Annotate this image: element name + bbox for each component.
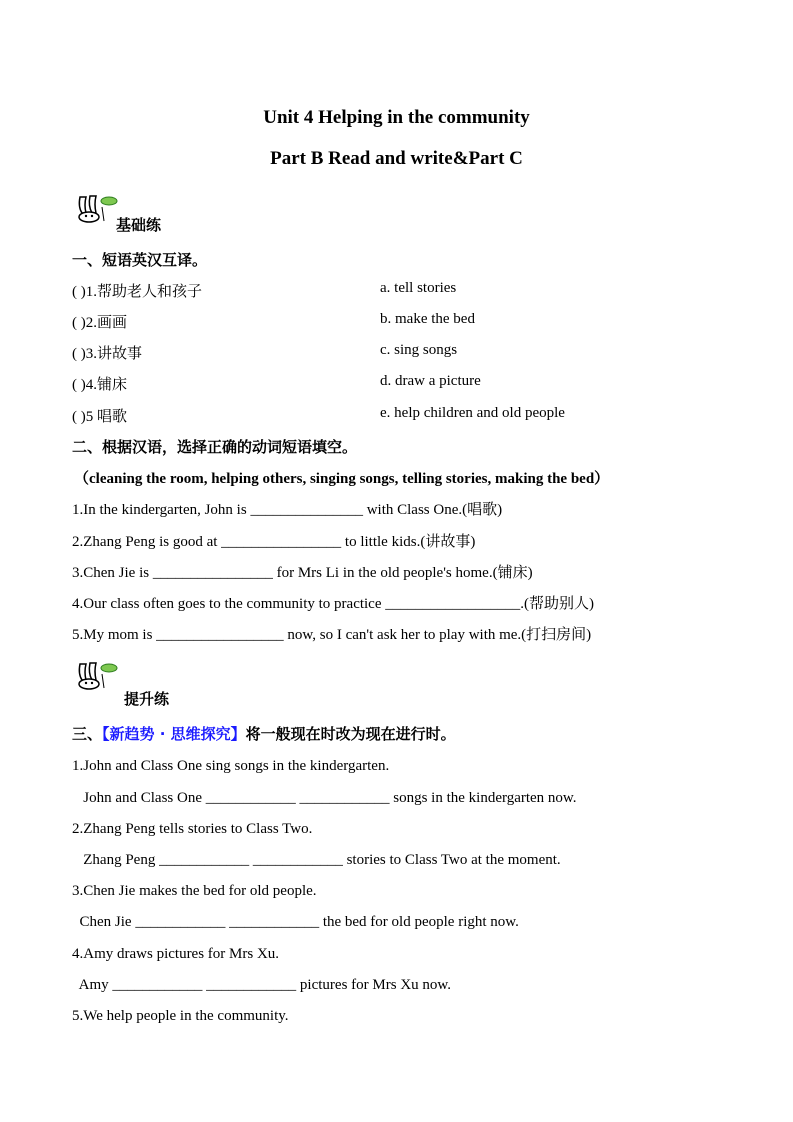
matching-left: ( )1.帮助老人和孩子: [72, 284, 202, 300]
bunny-mascot-icon: [74, 193, 118, 223]
matching-right: c. sing songs: [380, 342, 458, 358]
matching-left: ( )3.讲故事: [72, 346, 142, 362]
fill-item: 5.My mom is _________________ now, so I can't ask her to play with me.(打扫房间): [72, 627, 592, 643]
section-3-prefix: 三、: [72, 725, 103, 743]
rewrite-answer: Amy ____________ ____________ pictures for Mrs Xu now.: [72, 977, 452, 993]
matching-left: ( )5 唱歌: [72, 409, 127, 425]
rewrite-item: 3.Chen Jie makes the bed for old people.: [72, 883, 317, 899]
matching-right: a. tell stories: [380, 280, 457, 296]
worksheet-title: Unit 4 Helping in the community: [263, 107, 530, 128]
matching-left: ( )4.铺床: [72, 377, 127, 393]
bunny-mascot-icon: [74, 660, 118, 690]
worksheet-subtitle: Part B Read and write&Part C: [270, 148, 523, 169]
matching-right: d. draw a picture: [380, 373, 481, 389]
basic-practice-label: 基础练: [116, 216, 162, 234]
rewrite-item: 5.We help people in the community.: [72, 1008, 289, 1024]
fill-item: 3.Chen Jie is ________________ for Mrs Li in the old people's home.(铺床): [72, 565, 533, 581]
rewrite-item: 4.Amy draws pictures for Mrs Xu.: [72, 946, 280, 962]
rewrite-item: 2.Zhang Peng tells stories to Class Two.: [72, 821, 313, 837]
fill-item: 4.Our class often goes to the community to practice __________________.(帮助别人): [72, 596, 594, 612]
section-1-heading: 一、短语英汉互译。: [72, 251, 208, 269]
matching-left: ( )2.画画: [72, 315, 127, 331]
rewrite-item: 1.John and Class One sing songs in the kindergarten.: [72, 758, 390, 774]
section-2-options: （cleaning the room, helping others, singing songs, telling stories, making the bed）: [74, 471, 610, 487]
fill-item: 2.Zhang Peng is good at ________________ to little kids.(讲故事): [72, 534, 476, 550]
rewrite-answer: Chen Jie ____________ ____________ the bed for old people right now.: [72, 914, 519, 930]
section-3-instruction: 将一般现在时改为现在进行时。: [245, 725, 456, 743]
matching-right: b. make the bed: [380, 311, 475, 327]
section-3-heading: [72, 723, 456, 744]
rewrite-answer: Zhang Peng ____________ ____________ stories to Class Two at the moment.: [72, 852, 561, 868]
section-2-heading: 二、根据汉语，选择正确的动词短语填空。: [72, 438, 358, 456]
section-3-tag: 【新趋势 · 思维探究】: [102, 725, 246, 743]
advanced-practice-label: 提升练: [124, 690, 170, 708]
fill-item: 1.In the kindergarten, John is _______________ with Class One.(唱歌): [72, 502, 503, 518]
matching-right: e. help children and old people: [380, 405, 565, 421]
rewrite-answer: John and Class One ____________ ____________ songs in the kindergarten now.: [72, 790, 577, 806]
